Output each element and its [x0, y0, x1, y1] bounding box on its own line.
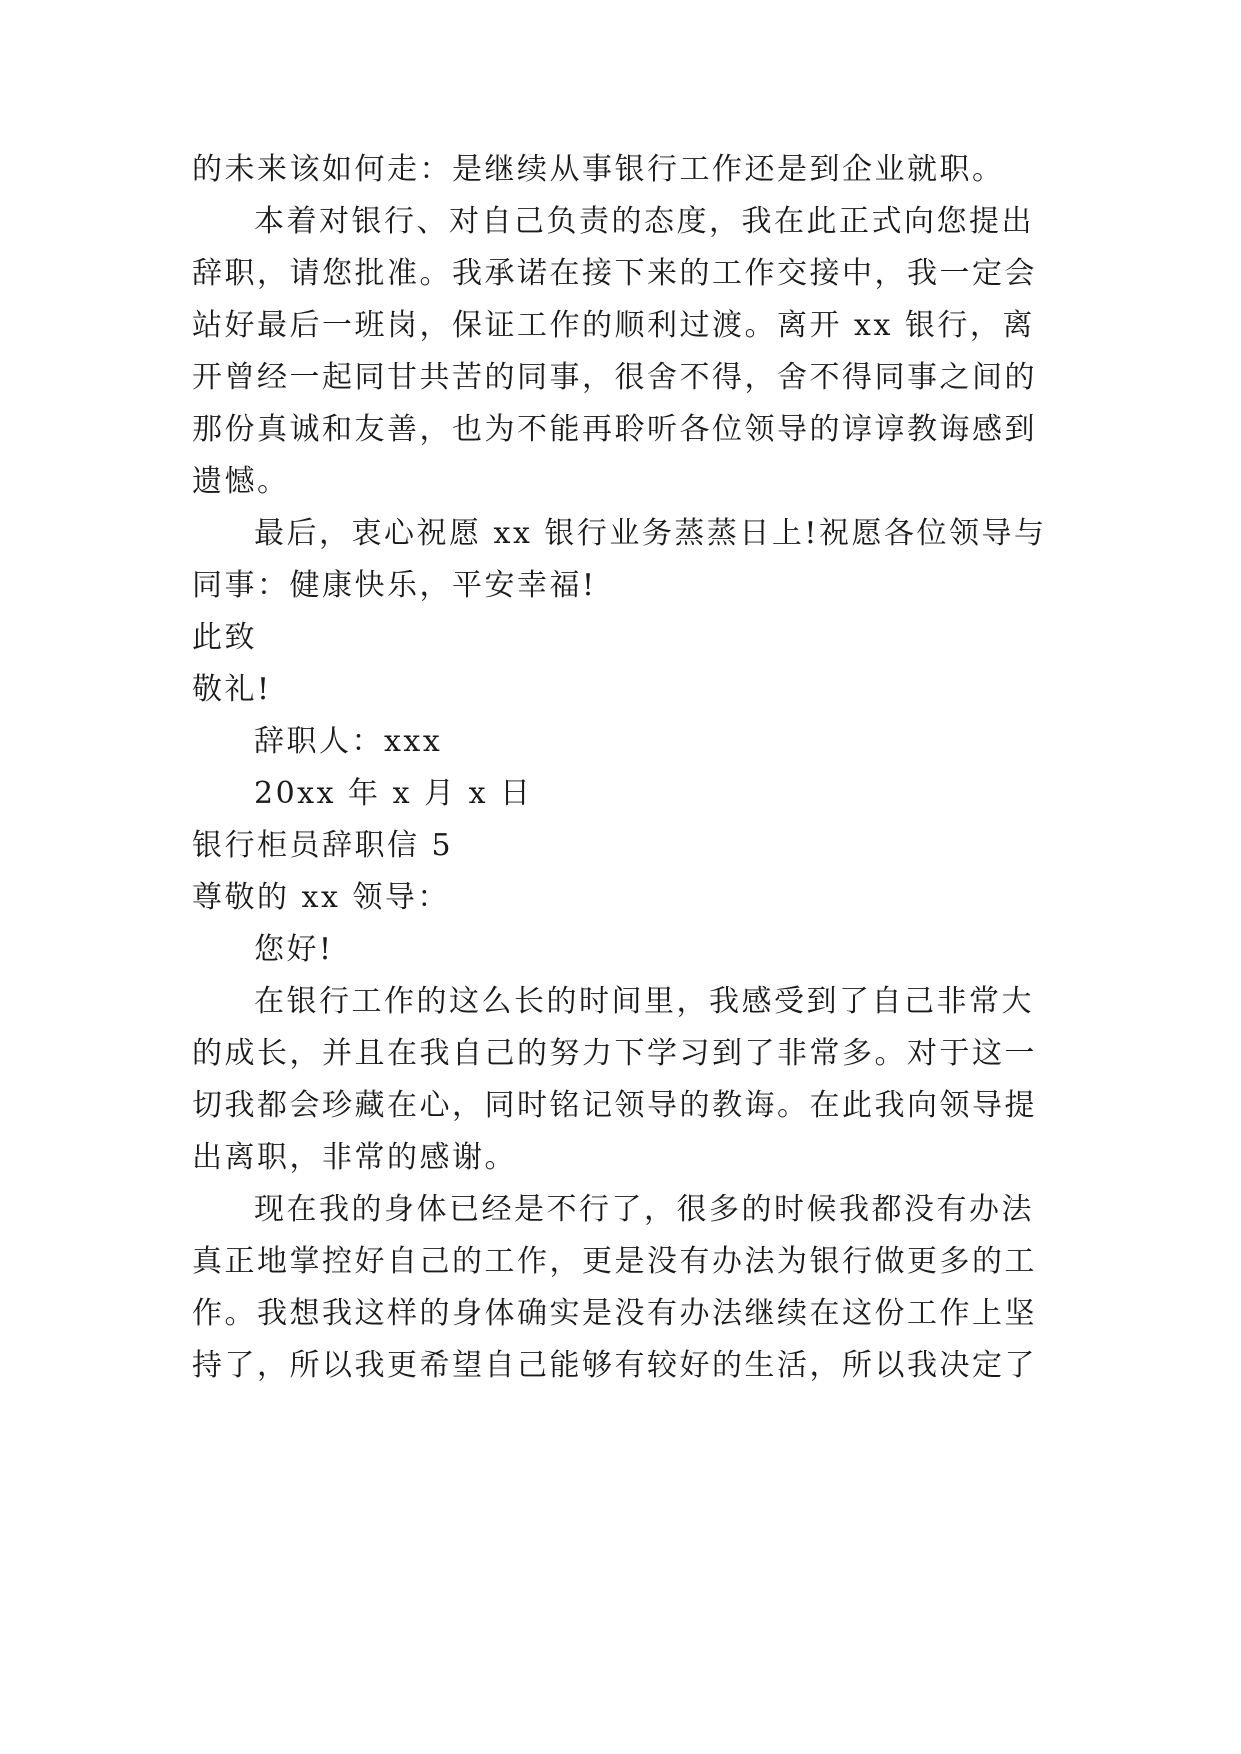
text-line: 的未来该如何走：是继续从事银行工作还是到企业就职。 — [192, 152, 1005, 187]
salutation-line: 敬礼! — [192, 672, 272, 707]
paragraph-start-line: 现在我的身体已经是不行了，很多的时候我都没有办法 — [254, 1192, 1034, 1227]
greeting-line: 尊敬的 xx 领导： — [192, 880, 450, 915]
paragraph-start-line: 在银行工作的这么长的时间里，我感受到了自己非常大 — [254, 984, 1034, 1019]
text-line: 切我都会珍藏在心，同时铭记领导的教诲。在此我向领导提 — [192, 1088, 1037, 1123]
signature-line: 辞职人：xxx — [254, 724, 443, 759]
text-line: 同事：健康快乐，平安幸福! — [192, 568, 597, 603]
text-line: 真正地掌控好自己的工作，更是没有办法为银行做更多的工 — [192, 1244, 1037, 1279]
text-line: 站好最后一班岗，保证工作的顺利过渡。离开 xx 银行，离 — [192, 308, 1035, 343]
paragraph-start-line: 本着对银行、对自己负责的态度，我在此正式向您提出 — [254, 204, 1034, 239]
section-title: 银行柜员辞职信 5 — [192, 828, 454, 863]
greeting-line: 您好! — [254, 932, 334, 967]
date-line: 20xx 年 x 月 x 日 — [254, 776, 533, 811]
paragraph-start-line: 最后，衷心祝愿 xx 银行业务蒸蒸日上!祝愿各位领导与 — [254, 516, 1047, 551]
text-line: 作。我想我这样的身体确实是没有办法继续在这份工作上坚 — [192, 1296, 1037, 1331]
closing-line: 此致 — [192, 620, 257, 655]
text-line: 那份真诚和友善，也为不能再聆听各位领导的谆谆教诲感到 — [192, 412, 1037, 447]
text-line: 遗憾。 — [192, 464, 290, 499]
text-line: 开曾经一起同甘共苦的同事，很舍不得，舍不得同事之间的 — [192, 360, 1037, 395]
text-line: 的成长，并且在我自己的努力下学习到了非常多。对于这一 — [192, 1036, 1037, 1071]
text-line: 辞职，请您批准。我承诺在接下来的工作交接中，我一定会 — [192, 256, 1037, 291]
text-line: 出离职，非常的感谢。 — [192, 1140, 517, 1175]
text-line: 持了，所以我更希望自己能够有较好的生活，所以我决定了 — [192, 1348, 1037, 1383]
